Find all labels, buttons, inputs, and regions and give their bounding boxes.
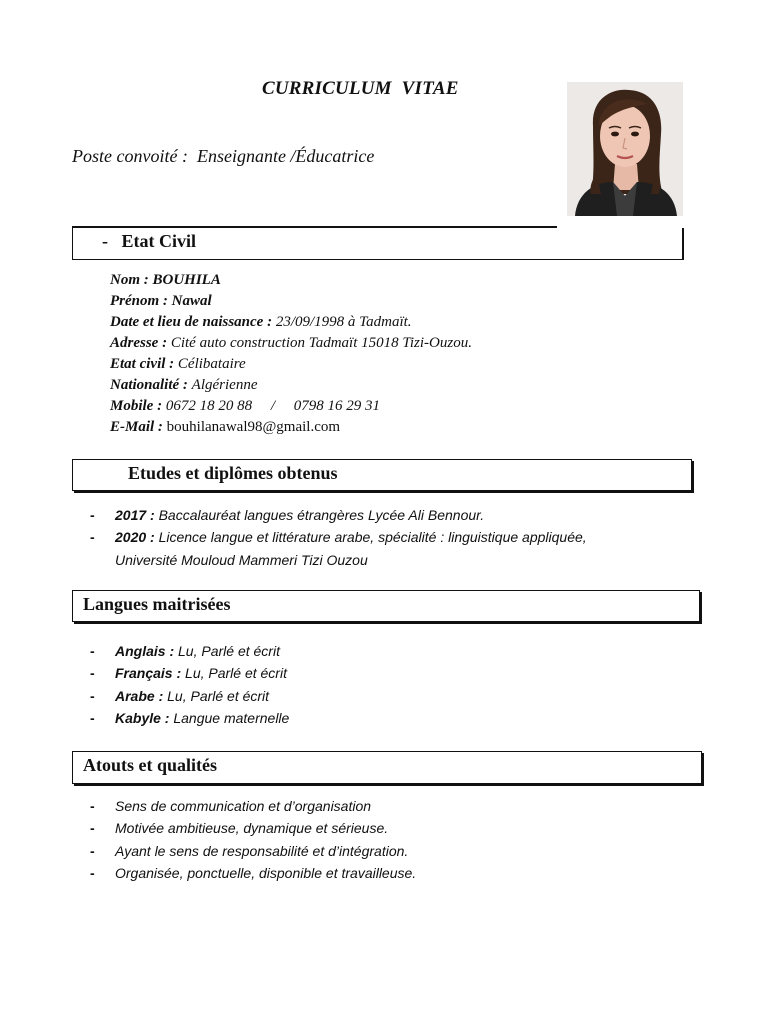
info-row-etat-civil [110, 354, 472, 375]
quality-text: Sens de communication et d’organisation [115, 798, 372, 814]
info-label: Nationalité : [110, 377, 192, 393]
bullet-dash: - [90, 665, 95, 682]
langues-heading: Langues maitrisées [83, 594, 231, 614]
quality-text: Ayant le sens de responsabilité et d’intégration. [115, 842, 409, 859]
info-value: Célibataire [177, 356, 246, 372]
language-level: Langue maternelle [169, 709, 290, 726]
quality-text: Motivée ambitieuse, dynamique et sérieuse. [115, 820, 389, 837]
cv-title: CURRICULUM VITAE [262, 78, 459, 99]
bullet-dash: - [90, 709, 95, 726]
bullet-dash: - [90, 643, 95, 659]
info-label: Prénom : [110, 293, 172, 309]
quality-text: Organisée, ponctuelle, disponible et travailleuse. [115, 864, 417, 881]
diploma-text: Licence langue et littérature arabe, spécialité : linguistique appliquée, [154, 529, 587, 546]
portrait-illustration [567, 82, 683, 216]
language-name: Arabe : [115, 687, 164, 704]
list-item [90, 795, 416, 817]
personal-info [110, 270, 472, 438]
bullet-dash: - [90, 842, 95, 859]
langues-header-box [72, 590, 700, 622]
bullet-dash: - [90, 529, 95, 546]
diploma-text: Université Mouloud Mammeri Tizi Ouzou [115, 551, 368, 568]
language-level: Lu, Parlé et écrit [174, 643, 280, 659]
bullet-dash: - [90, 820, 95, 837]
info-label: Date et lieu de naissance : [110, 314, 276, 330]
etudes-heading: Etudes et diplômes obtenus [128, 463, 338, 483]
language-level: Lu, Parlé et écrit [181, 665, 287, 682]
list-item [90, 504, 587, 526]
diploma-text: Baccalauréat langues étrangères Lycée Ali Bennour. [154, 507, 485, 523]
info-row-mobile [110, 396, 472, 417]
info-value: Algérienne [191, 377, 258, 393]
info-label: Adresse : [110, 335, 171, 351]
diploma-year: 2017 : [115, 507, 155, 523]
info-value: Nawal [171, 293, 212, 309]
list-item [90, 840, 416, 862]
info-value: 0672 18 20 88 / 0798 16 29 31 [165, 398, 380, 414]
bullet-dash: - [90, 507, 95, 523]
langues-list [90, 640, 289, 729]
list-item-continuation [90, 549, 587, 571]
info-label: E-Mail : [110, 419, 167, 435]
info-label: Etat civil : [110, 356, 178, 372]
list-item [90, 862, 416, 884]
info-row-nom [110, 270, 472, 291]
list-item [90, 707, 289, 729]
diploma-year: 2020 : [115, 529, 155, 546]
portrait-photo [567, 82, 683, 216]
info-row-naissance [110, 312, 472, 333]
info-label: Nom : [110, 272, 153, 288]
etudes-header-box [72, 459, 692, 491]
atouts-header-box [72, 751, 702, 784]
info-row-nationalite [110, 375, 472, 396]
list-item [90, 817, 416, 839]
bullet-dash: - [90, 687, 95, 704]
info-value: 23/09/1998 à Tadmaït. [275, 314, 412, 330]
etat-civil-heading [102, 231, 196, 252]
etudes-list [90, 504, 587, 571]
info-row-adresse [110, 333, 472, 354]
atouts-list [90, 795, 416, 884]
info-label: Mobile : [110, 398, 166, 414]
language-level: Lu, Parlé et écrit [163, 687, 270, 704]
list-item [90, 685, 289, 707]
heading-dash: - [102, 231, 108, 251]
heading-label: Etat Civil [121, 231, 196, 251]
info-row-email [110, 417, 472, 438]
email-link[interactable]: bouhilanawal98@gmail.com [166, 419, 341, 435]
language-name: Français : [115, 665, 182, 682]
bullet-dash: - [90, 864, 95, 881]
bullet-dash: - [90, 798, 95, 814]
language-name: Anglais : [115, 643, 175, 659]
info-value: BOUHILA [152, 272, 221, 288]
list-item [90, 526, 587, 548]
language-name: Kabyle : [115, 709, 170, 726]
info-row-prenom [110, 291, 472, 312]
atouts-heading: Atouts et qualités [83, 755, 217, 775]
desired-position: Poste convoité : Enseignante /Éducatrice [72, 146, 375, 166]
list-item [90, 640, 289, 662]
list-item [90, 662, 289, 684]
info-value: Cité auto construction Tadmaït 15018 Tizi-Ouzou. [170, 335, 472, 351]
